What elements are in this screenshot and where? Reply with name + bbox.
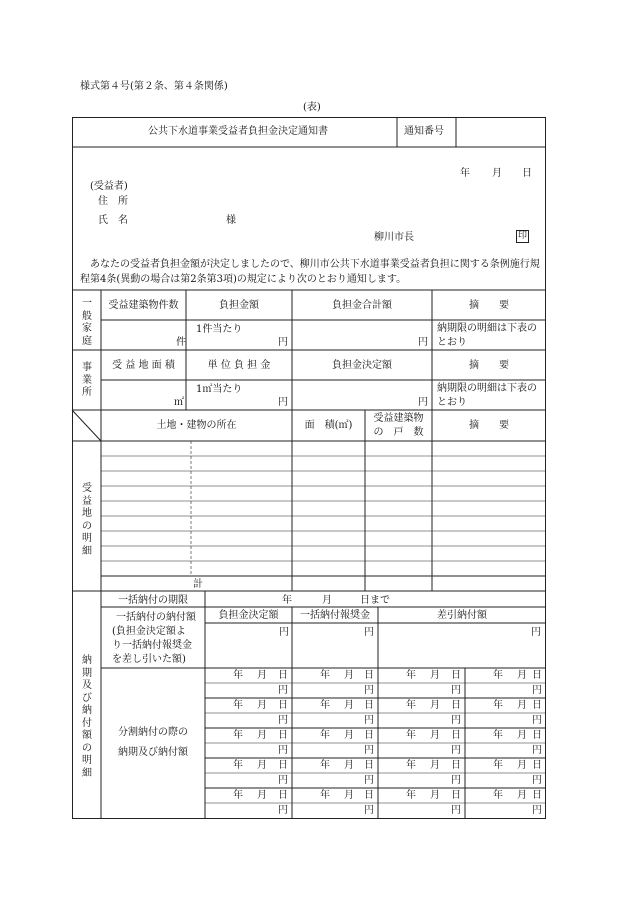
split-month: 月 <box>430 730 440 741</box>
split-month: 月 <box>344 730 354 741</box>
lump-deadline-year: 年 <box>282 595 292 606</box>
lump-deadline-day: 日まで <box>360 595 390 606</box>
split-year: 年 <box>493 670 503 681</box>
split-year: 年 <box>493 790 503 801</box>
split-day: 日 <box>451 700 461 711</box>
split-yen: 円 <box>278 685 288 696</box>
payment-side-label: 納期及び納付額の明細 <box>82 655 92 779</box>
split-yen: 円 <box>364 685 374 696</box>
address-label: 住 所 <box>98 196 128 207</box>
split-year: 年 <box>233 790 243 801</box>
household-note-line2: とおり <box>437 337 467 348</box>
split-day: 日 <box>278 790 288 801</box>
split-day: 日 <box>364 670 374 681</box>
split-month: 月 <box>344 760 354 771</box>
split-yen: 円 <box>364 775 374 786</box>
split-year: 年 <box>406 700 416 711</box>
split-yen: 円 <box>364 745 374 756</box>
split-year: 年 <box>233 760 243 771</box>
split-month: 月 <box>257 730 267 741</box>
split-month: 月 <box>430 760 440 771</box>
business-header-area: 受 益 地 面 積 <box>112 360 175 371</box>
business-note-line2: とおり <box>437 397 467 408</box>
split-day: 日 <box>364 700 374 711</box>
split-year: 年 <box>493 730 503 741</box>
split-year: 年 <box>406 790 416 801</box>
household-header-count: 受益建築物件数 <box>108 300 179 311</box>
split-day: 日 <box>532 700 542 711</box>
split-yen: 円 <box>451 745 461 756</box>
split-year: 年 <box>233 730 243 741</box>
business-header-unit: 単 位 負 担 金 <box>207 360 271 371</box>
split-month: 月 <box>257 670 267 681</box>
split-yen: 円 <box>532 775 542 786</box>
split-year: 年 <box>320 700 330 711</box>
split-day: 日 <box>532 730 542 741</box>
split-yen: 円 <box>278 775 288 786</box>
split-year: 年 <box>406 730 416 741</box>
business-side-label: 事業所 <box>82 362 92 398</box>
split-day: 日 <box>451 760 461 771</box>
split-month: 月 <box>517 670 527 681</box>
land-header-location: 土地・建物の所在 <box>156 420 237 431</box>
split-yen: 円 <box>278 745 288 756</box>
name-label: 氏 名 <box>98 215 128 226</box>
split-year: 年 <box>406 670 416 681</box>
split-month: 月 <box>430 670 440 681</box>
lump-deadline-label: 一括納付の期限 <box>118 595 188 606</box>
lump-reward-yen: 円 <box>364 627 374 638</box>
mayor-label: 柳川市長 <box>374 232 414 243</box>
split-day: 日 <box>364 730 374 741</box>
notice-text-line1: あなたの受益者負担金額が決定しましたので、柳川市公共下水道事業受益者負担に関する条例施行規 <box>90 259 540 270</box>
split-month: 月 <box>344 700 354 711</box>
split-year: 年 <box>406 760 416 771</box>
split-month: 月 <box>257 700 267 711</box>
sama-honorific: 様 <box>226 215 236 226</box>
household-header-total: 負担金合計額 <box>332 300 392 311</box>
business-per-m2: 1㎡当たり <box>196 384 243 395</box>
split-day: 日 <box>451 730 461 741</box>
split-month: 月 <box>257 760 267 771</box>
lump-amount-label: 一括納付の納付額 <box>116 612 196 623</box>
household-header-charge: 負担金額 <box>219 300 259 311</box>
lump-decided-yen: 円 <box>279 627 289 638</box>
household-side-label: 一般家庭 <box>82 298 92 347</box>
split-yen: 円 <box>532 805 542 816</box>
split-day: 日 <box>532 790 542 801</box>
split-day: 日 <box>451 790 461 801</box>
split-day: 日 <box>532 670 542 681</box>
lump-amount-note3: を差し引いた額) <box>112 654 186 665</box>
beneficiary-label: (受益者) <box>90 181 128 192</box>
household-charge-yen: 円 <box>278 337 288 348</box>
split-month: 月 <box>257 790 267 801</box>
household-note-line1: 納期限の明細は下表の <box>437 323 537 334</box>
business-decided-yen: 円 <box>418 397 428 408</box>
payment-header-reward: 一括納付報奨金 <box>300 610 370 621</box>
split-year: 年 <box>233 700 243 711</box>
household-total-yen: 円 <box>418 337 428 348</box>
date-month: 月 <box>492 168 502 179</box>
split-month: 月 <box>517 730 527 741</box>
split-month: 月 <box>344 790 354 801</box>
split-month: 月 <box>517 700 527 711</box>
business-header-decided: 負担金決定額 <box>332 360 392 371</box>
front-side-label: (表) <box>303 102 321 113</box>
lump-deadline-month: 月 <box>322 595 332 606</box>
split-yen: 円 <box>278 715 288 726</box>
split-year: 年 <box>493 760 503 771</box>
split-day: 日 <box>532 760 542 771</box>
household-unit-ken: 件 <box>176 337 186 348</box>
date-year: 年 <box>460 168 470 179</box>
split-day: 日 <box>278 700 288 711</box>
date-day: 日 <box>522 168 532 179</box>
split-day: 日 <box>278 670 288 681</box>
notice-number-label: 通知番号 <box>404 126 444 137</box>
split-year: 年 <box>493 700 503 711</box>
split-year: 年 <box>320 760 330 771</box>
business-note-line1: 納期限の明細は下表の <box>437 383 537 394</box>
form-number-label: 様式第４号(第２条、第４条関係) <box>80 81 228 92</box>
split-month: 月 <box>430 790 440 801</box>
split-yen: 円 <box>532 745 542 756</box>
split-yen: 円 <box>451 685 461 696</box>
form-title: 公共下水道事業受益者負担金決定通知書 <box>148 126 328 137</box>
split-yen: 円 <box>364 805 374 816</box>
split-yen: 円 <box>532 685 542 696</box>
split-yen: 円 <box>451 805 461 816</box>
business-unit-yen: 円 <box>278 397 288 408</box>
land-header-note: 摘 要 <box>469 420 509 431</box>
seal-mark: 印 <box>518 231 528 241</box>
split-day: 日 <box>364 790 374 801</box>
land-header-buildings1: 受益建築物 <box>373 413 424 424</box>
land-side-label: 受益地の明細 <box>82 483 92 557</box>
split-label-line1: 分割納付の際の <box>118 727 188 738</box>
split-yen: 円 <box>278 805 288 816</box>
lump-amount-note2: り一括納付報奨金 <box>112 640 192 651</box>
land-header-buildings2: の 戸 数 <box>373 427 424 438</box>
household-header-note: 摘 要 <box>469 300 509 311</box>
split-month: 月 <box>344 670 354 681</box>
business-header-note: 摘 要 <box>469 360 509 371</box>
split-year: 年 <box>320 670 330 681</box>
split-yen: 円 <box>532 715 542 726</box>
split-year: 年 <box>320 790 330 801</box>
business-unit-m2: ㎡ <box>174 397 184 408</box>
land-header-area: 面 積(㎡) <box>304 420 353 431</box>
lump-diff-yen: 円 <box>531 627 541 638</box>
split-year: 年 <box>320 730 330 741</box>
split-day: 日 <box>278 730 288 741</box>
split-yen: 円 <box>364 715 374 726</box>
split-day: 日 <box>451 670 461 681</box>
notice-text-line2: 程第4条(異動の場合は第2条第3項)の規定により次のとおり通知します。 <box>80 274 407 285</box>
payment-header-decided: 負担金決定額 <box>218 610 279 621</box>
split-label-line2: 納期及び納付額 <box>118 747 188 758</box>
split-month: 月 <box>430 700 440 711</box>
split-day: 日 <box>278 760 288 771</box>
payment-header-diff: 差引納付額 <box>437 610 487 621</box>
household-per-case: 1件当たり <box>196 324 243 335</box>
split-yen: 円 <box>451 775 461 786</box>
split-day: 日 <box>364 760 374 771</box>
land-total-label: 計 <box>193 579 203 590</box>
lump-amount-note1: (負担金決定額よ <box>112 626 186 637</box>
split-year: 年 <box>233 670 243 681</box>
split-yen: 円 <box>451 715 461 726</box>
split-month: 月 <box>517 760 527 771</box>
split-month: 月 <box>517 790 527 801</box>
